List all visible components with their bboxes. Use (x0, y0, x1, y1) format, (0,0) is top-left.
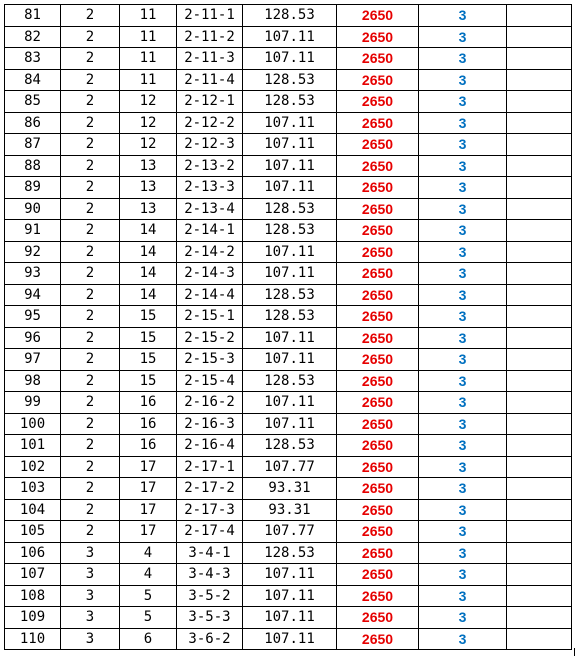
floor-cell: 13 (120, 198, 177, 220)
area-cell: 93.31 (243, 499, 337, 521)
area-cell: 128.53 (243, 306, 337, 328)
empty-cell (507, 435, 572, 457)
quantity-cell: 3 (419, 456, 507, 478)
empty-cell (507, 48, 572, 70)
quantity-cell: 3 (419, 198, 507, 220)
empty-cell (507, 413, 572, 435)
building-cell: 2 (61, 112, 120, 134)
floor-cell: 5 (120, 607, 177, 629)
floor-cell: 15 (120, 349, 177, 371)
floor-cell: 12 (120, 134, 177, 156)
price-cell: 2650 (337, 456, 419, 478)
empty-cell (507, 91, 572, 113)
building-cell: 2 (61, 69, 120, 91)
unit-code-cell: 2-15-3 (177, 349, 243, 371)
table-row (5, 155, 572, 177)
quantity-cell: 3 (419, 155, 507, 177)
price-cell: 2650 (337, 48, 419, 70)
quantity-cell: 3 (419, 177, 507, 199)
table-row (5, 26, 572, 48)
row-number-cell: 82 (5, 26, 61, 48)
unit-code-cell: 2-15-1 (177, 306, 243, 328)
price-cell: 2650 (337, 628, 419, 650)
floor-cell: 14 (120, 263, 177, 285)
table-row (5, 370, 572, 392)
row-number-cell: 104 (5, 499, 61, 521)
row-number-cell: 85 (5, 91, 61, 113)
empty-cell (507, 456, 572, 478)
row-number-cell: 83 (5, 48, 61, 70)
floor-cell: 15 (120, 306, 177, 328)
empty-cell (507, 478, 572, 500)
row-number-cell: 103 (5, 478, 61, 500)
unit-code-cell: 2-11-4 (177, 69, 243, 91)
area-cell: 107.77 (243, 521, 337, 543)
floor-cell: 13 (120, 177, 177, 199)
row-number-cell: 102 (5, 456, 61, 478)
floor-cell: 12 (120, 91, 177, 113)
quantity-cell: 3 (419, 413, 507, 435)
area-cell: 107.11 (243, 177, 337, 199)
building-cell: 2 (61, 306, 120, 328)
unit-code-cell: 2-11-3 (177, 48, 243, 70)
floor-cell: 11 (120, 26, 177, 48)
price-cell: 2650 (337, 198, 419, 220)
price-cell: 2650 (337, 478, 419, 500)
row-number-cell: 101 (5, 435, 61, 457)
area-cell: 107.11 (243, 112, 337, 134)
unit-code-cell: 2-11-1 (177, 5, 243, 27)
row-number-cell: 108 (5, 585, 61, 607)
unit-code-cell: 2-11-2 (177, 26, 243, 48)
building-cell: 3 (61, 585, 120, 607)
empty-cell (507, 198, 572, 220)
floor-cell: 6 (120, 628, 177, 650)
row-number-cell: 96 (5, 327, 61, 349)
building-cell: 2 (61, 327, 120, 349)
building-cell: 2 (61, 392, 120, 414)
empty-cell (507, 564, 572, 586)
empty-cell (507, 585, 572, 607)
row-number-cell: 94 (5, 284, 61, 306)
empty-cell (507, 284, 572, 306)
row-number-cell: 88 (5, 155, 61, 177)
price-cell: 2650 (337, 177, 419, 199)
row-number-cell: 109 (5, 607, 61, 629)
building-cell: 2 (61, 241, 120, 263)
quantity-cell: 3 (419, 69, 507, 91)
unit-code-cell: 2-16-3 (177, 413, 243, 435)
area-cell: 107.11 (243, 392, 337, 414)
building-cell: 3 (61, 564, 120, 586)
building-cell: 2 (61, 155, 120, 177)
table-row (5, 349, 572, 371)
building-cell: 2 (61, 435, 120, 457)
price-cell: 2650 (337, 112, 419, 134)
building-cell: 2 (61, 349, 120, 371)
quantity-cell: 3 (419, 327, 507, 349)
area-cell: 107.77 (243, 456, 337, 478)
empty-cell (507, 349, 572, 371)
quantity-cell: 3 (419, 263, 507, 285)
building-cell: 2 (61, 177, 120, 199)
area-cell: 107.11 (243, 564, 337, 586)
quantity-cell: 3 (419, 284, 507, 306)
empty-cell (507, 220, 572, 242)
quantity-cell: 3 (419, 349, 507, 371)
empty-cell (507, 155, 572, 177)
floor-cell: 16 (120, 435, 177, 457)
area-cell: 107.11 (243, 26, 337, 48)
area-cell: 93.31 (243, 478, 337, 500)
empty-cell (507, 499, 572, 521)
price-cell: 2650 (337, 349, 419, 371)
unit-code-cell: 3-6-2 (177, 628, 243, 650)
unit-code-cell: 3-5-2 (177, 585, 243, 607)
quantity-cell: 3 (419, 134, 507, 156)
empty-cell (507, 241, 572, 263)
building-cell: 2 (61, 456, 120, 478)
table-row (5, 263, 572, 285)
quantity-cell: 3 (419, 499, 507, 521)
floor-cell: 15 (120, 327, 177, 349)
row-number-cell: 90 (5, 198, 61, 220)
table-row (5, 607, 572, 629)
unit-code-cell: 3-4-1 (177, 542, 243, 564)
grid-tick-mark (574, 648, 575, 656)
floor-cell: 14 (120, 241, 177, 263)
price-cell: 2650 (337, 413, 419, 435)
row-number-cell: 97 (5, 349, 61, 371)
row-number-cell: 84 (5, 69, 61, 91)
price-cell: 2650 (337, 499, 419, 521)
table-row (5, 69, 572, 91)
empty-cell (507, 5, 572, 27)
unit-code-cell: 2-12-3 (177, 134, 243, 156)
floor-cell: 15 (120, 370, 177, 392)
quantity-cell: 3 (419, 607, 507, 629)
building-cell: 2 (61, 263, 120, 285)
row-number-cell: 93 (5, 263, 61, 285)
quantity-cell: 3 (419, 564, 507, 586)
area-cell: 128.53 (243, 91, 337, 113)
table-row (5, 327, 572, 349)
row-number-cell: 110 (5, 628, 61, 650)
table-row (5, 198, 572, 220)
floor-cell: 12 (120, 112, 177, 134)
price-cell: 2650 (337, 26, 419, 48)
price-cell: 2650 (337, 220, 419, 242)
empty-cell (507, 628, 572, 650)
building-cell: 2 (61, 521, 120, 543)
area-cell: 107.11 (243, 241, 337, 263)
price-cell: 2650 (337, 370, 419, 392)
price-cell: 2650 (337, 327, 419, 349)
area-cell: 107.11 (243, 413, 337, 435)
quantity-cell: 3 (419, 370, 507, 392)
price-cell: 2650 (337, 392, 419, 414)
row-number-cell: 106 (5, 542, 61, 564)
price-cell: 2650 (337, 5, 419, 27)
unit-code-cell: 2-13-4 (177, 198, 243, 220)
floor-cell: 11 (120, 5, 177, 27)
row-number-cell: 91 (5, 220, 61, 242)
building-cell: 2 (61, 478, 120, 500)
table-row (5, 241, 572, 263)
empty-cell (507, 177, 572, 199)
empty-cell (507, 134, 572, 156)
empty-cell (507, 542, 572, 564)
unit-code-cell: 2-15-2 (177, 327, 243, 349)
price-cell: 2650 (337, 306, 419, 328)
price-cell: 2650 (337, 607, 419, 629)
quantity-cell: 3 (419, 628, 507, 650)
building-cell: 2 (61, 284, 120, 306)
table-row (5, 177, 572, 199)
floor-cell: 14 (120, 220, 177, 242)
building-cell: 2 (61, 370, 120, 392)
unit-code-cell: 2-13-3 (177, 177, 243, 199)
row-number-cell: 107 (5, 564, 61, 586)
price-cell: 2650 (337, 435, 419, 457)
quantity-cell: 3 (419, 5, 507, 27)
row-number-cell: 86 (5, 112, 61, 134)
building-cell: 2 (61, 48, 120, 70)
quantity-cell: 3 (419, 392, 507, 414)
floor-cell: 17 (120, 478, 177, 500)
price-cell: 2650 (337, 564, 419, 586)
quantity-cell: 3 (419, 478, 507, 500)
floor-cell: 11 (120, 69, 177, 91)
building-cell: 2 (61, 134, 120, 156)
area-cell: 128.53 (243, 542, 337, 564)
area-cell: 107.11 (243, 327, 337, 349)
table-row (5, 112, 572, 134)
unit-code-cell: 2-14-4 (177, 284, 243, 306)
quantity-cell: 3 (419, 48, 507, 70)
unit-code-cell: 2-13-2 (177, 155, 243, 177)
table-row (5, 435, 572, 457)
unit-code-cell: 2-14-2 (177, 241, 243, 263)
data-table (4, 4, 572, 650)
table-row (5, 521, 572, 543)
area-cell: 128.53 (243, 370, 337, 392)
empty-cell (507, 370, 572, 392)
row-number-cell: 105 (5, 521, 61, 543)
empty-cell (507, 69, 572, 91)
table-row (5, 5, 572, 27)
area-cell: 107.11 (243, 585, 337, 607)
unit-code-cell: 2-15-4 (177, 370, 243, 392)
unit-code-cell: 2-17-1 (177, 456, 243, 478)
quantity-cell: 3 (419, 26, 507, 48)
table-row (5, 306, 572, 328)
unit-code-cell: 3-5-3 (177, 607, 243, 629)
row-number-cell: 99 (5, 392, 61, 414)
building-cell: 2 (61, 26, 120, 48)
building-cell: 2 (61, 220, 120, 242)
empty-cell (507, 521, 572, 543)
table-row (5, 48, 572, 70)
unit-code-cell: 2-14-1 (177, 220, 243, 242)
table-row (5, 220, 572, 242)
table-row (5, 478, 572, 500)
unit-code-cell: 3-4-3 (177, 564, 243, 586)
empty-cell (507, 26, 572, 48)
quantity-cell: 3 (419, 585, 507, 607)
area-cell: 128.53 (243, 5, 337, 27)
area-cell: 107.11 (243, 628, 337, 650)
table-row (5, 91, 572, 113)
price-cell: 2650 (337, 284, 419, 306)
empty-cell (507, 306, 572, 328)
quantity-cell: 3 (419, 91, 507, 113)
area-cell: 128.53 (243, 220, 337, 242)
empty-cell (507, 263, 572, 285)
price-cell: 2650 (337, 542, 419, 564)
area-cell: 128.53 (243, 435, 337, 457)
quantity-cell: 3 (419, 306, 507, 328)
unit-code-cell: 2-17-3 (177, 499, 243, 521)
area-cell: 128.53 (243, 198, 337, 220)
area-cell: 107.11 (243, 263, 337, 285)
table-row (5, 456, 572, 478)
quantity-cell: 3 (419, 112, 507, 134)
price-cell: 2650 (337, 585, 419, 607)
price-cell: 2650 (337, 241, 419, 263)
table-row (5, 392, 572, 414)
price-cell: 2650 (337, 69, 419, 91)
building-cell: 3 (61, 628, 120, 650)
building-cell: 2 (61, 413, 120, 435)
unit-code-cell: 2-17-2 (177, 478, 243, 500)
table-row (5, 585, 572, 607)
empty-cell (507, 327, 572, 349)
floor-cell: 4 (120, 564, 177, 586)
area-cell: 128.53 (243, 69, 337, 91)
row-number-cell: 87 (5, 134, 61, 156)
building-cell: 3 (61, 607, 120, 629)
table-row (5, 134, 572, 156)
building-cell: 3 (61, 542, 120, 564)
floor-cell: 16 (120, 413, 177, 435)
building-cell: 2 (61, 198, 120, 220)
price-cell: 2650 (337, 91, 419, 113)
unit-code-cell: 2-14-3 (177, 263, 243, 285)
unit-code-cell: 2-16-4 (177, 435, 243, 457)
floor-cell: 17 (120, 456, 177, 478)
unit-code-cell: 2-12-2 (177, 112, 243, 134)
row-number-cell: 92 (5, 241, 61, 263)
quantity-cell: 3 (419, 521, 507, 543)
floor-cell: 16 (120, 392, 177, 414)
empty-cell (507, 112, 572, 134)
floor-cell: 5 (120, 585, 177, 607)
empty-cell (507, 607, 572, 629)
floor-cell: 17 (120, 499, 177, 521)
row-number-cell: 89 (5, 177, 61, 199)
area-cell: 107.11 (243, 155, 337, 177)
table-row (5, 413, 572, 435)
area-cell: 107.11 (243, 607, 337, 629)
table-row (5, 628, 572, 650)
floor-cell: 4 (120, 542, 177, 564)
floor-cell: 17 (120, 521, 177, 543)
area-cell: 107.11 (243, 134, 337, 156)
floor-cell: 14 (120, 284, 177, 306)
row-number-cell: 81 (5, 5, 61, 27)
floor-cell: 11 (120, 48, 177, 70)
row-number-cell: 98 (5, 370, 61, 392)
table-row (5, 564, 572, 586)
floor-cell: 13 (120, 155, 177, 177)
empty-cell (507, 392, 572, 414)
quantity-cell: 3 (419, 241, 507, 263)
price-cell: 2650 (337, 521, 419, 543)
unit-code-cell: 2-12-1 (177, 91, 243, 113)
area-cell: 107.11 (243, 48, 337, 70)
building-cell: 2 (61, 5, 120, 27)
price-cell: 2650 (337, 263, 419, 285)
table-row (5, 542, 572, 564)
area-cell: 107.11 (243, 349, 337, 371)
row-number-cell: 95 (5, 306, 61, 328)
table-row (5, 284, 572, 306)
area-cell: 128.53 (243, 284, 337, 306)
price-cell: 2650 (337, 134, 419, 156)
unit-code-cell: 2-16-2 (177, 392, 243, 414)
quantity-cell: 3 (419, 542, 507, 564)
building-cell: 2 (61, 499, 120, 521)
quantity-cell: 3 (419, 220, 507, 242)
row-number-cell: 100 (5, 413, 61, 435)
building-cell: 2 (61, 91, 120, 113)
quantity-cell: 3 (419, 435, 507, 457)
table-row (5, 499, 572, 521)
price-cell: 2650 (337, 155, 419, 177)
unit-code-cell: 2-17-4 (177, 521, 243, 543)
